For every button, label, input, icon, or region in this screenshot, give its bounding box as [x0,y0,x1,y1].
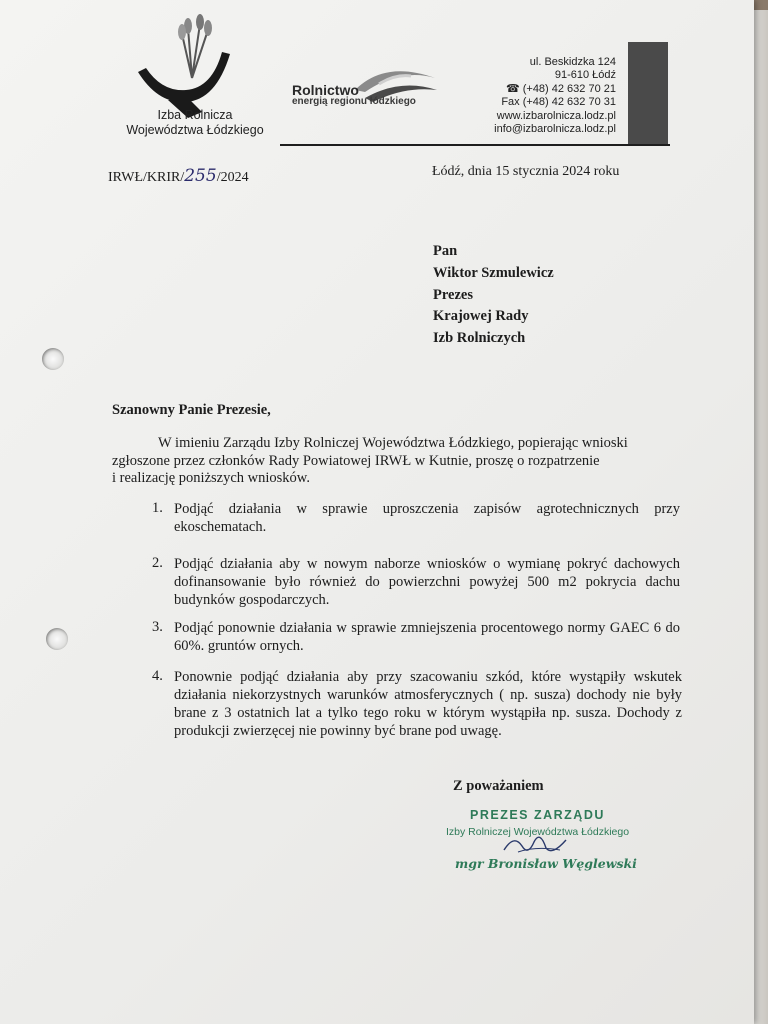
header-divider [280,144,670,146]
signature-icon [500,832,570,858]
stamp-signatory: mgr Bronisław Węglewski [455,856,637,871]
org-name: Izba Rolnicza Województwa Łódzkiego [126,108,264,137]
brand-subtitle: energią regionu łódzkiego [292,96,416,107]
contact-www: www.izbarolnicza.lodz.pl [496,109,616,122]
punch-hole [42,348,64,370]
request-number: 4. [152,668,163,684]
stamp-organization: Izby Rolniczej Województwa Łódzkiego [446,826,630,838]
letter-date: Łódź, dnia 15 stycznia 2024 roku [432,164,620,179]
request-number: 3. [152,619,163,635]
contact-email: info@izbarolnicza.lodz.pl [494,123,616,136]
request-text: Podjąć działania aby w nowym naborze wniosków o wymianę pokryć dachowych dofinansowanie było również do powierzchni powyżej 500 m2 pokrycia dachu budynków gospodarczych. [174,556,680,608]
contact-city: 91-610 Łódź [554,69,616,82]
intro-paragraph: W imieniu Zarządu Izby Rolniczej Województwa Łódzkiego, popierając wnioski zgłoszone przez członków Rady Powiatowej IRWŁ w Kutnie, proszę o rozpatrzenie i realizację poniższych wniosków. [112,435,628,486]
request-number: 2. [152,555,163,571]
reference-number: IRWŁ/KRIR/255/2024 [108,166,249,186]
punch-hole [46,628,68,650]
contact-phone: ☎ (+48) 42 632 70 21 [505,82,616,95]
stamp-title: PREZES ZARZĄDU [470,808,605,822]
brand-title: Rolnictwo [292,82,359,98]
request-text: Podjąć działania w sprawie uproszczenia zapisów agrotechnicznych przy ekoschematach. [174,501,680,535]
handwritten-number: 255 [184,166,217,186]
request-number: 1. [152,500,163,516]
request-text: Podjąć ponownie działania w sprawie zmniejszenia procentowego normy GAEC 6 do 60%. gruntów ornych. [174,620,680,654]
header-bar [628,42,668,144]
contact-street: ul. Beskidzka 124 [529,56,616,68]
contact-fax: Fax (+48) 42 632 70 31 [501,96,616,109]
request-text: Ponownie podjąć działania aby przy szacowaniu szkód, które wystąpiły wskutek działania niekorzystnych warunków atmosferycznych ( np. susza) dochody nie były brane z 3 ostatnich lat a tylko tego roku w którym wystąpiła np. susza. Dochody z produkcji zwierzęcej nie powinny być brane pod uwagę. [174,669,682,739]
closing: Z poważaniem [453,778,544,794]
greeting: Szanowny Panie Prezesie, [112,402,271,418]
recipient-block: Pan Wiktor Szmulewicz Prezes Krajowej Rady Izb Rolniczych [433,243,554,347]
contact-block [430,56,616,136]
